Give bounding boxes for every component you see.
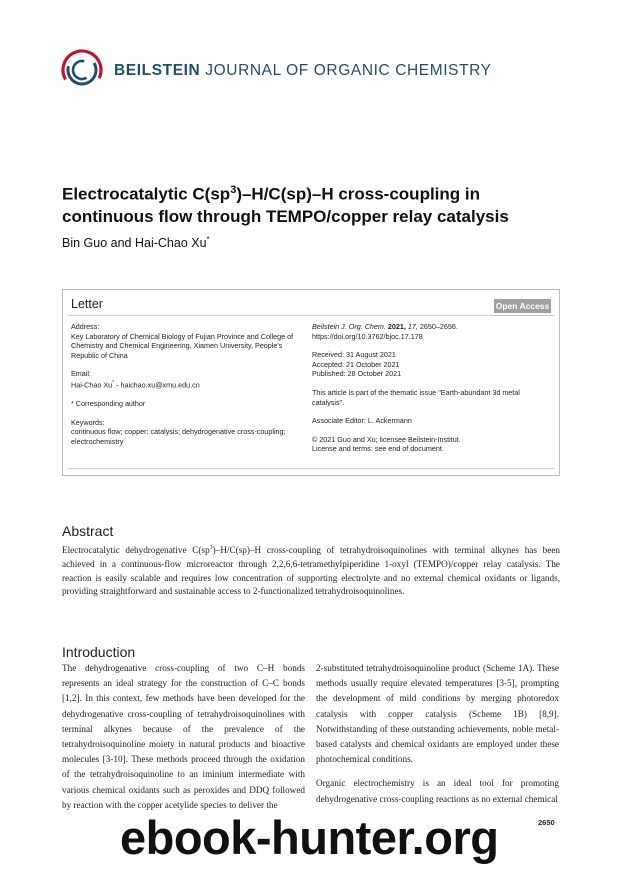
intro-paragraph: 2-substituted tetrahydroisoquinoline product (Scheme 1A). These methods usually require elevated temperatures [3-5], prompting the development of mild conditions by merging photoredox catalysis with copper catalysis (Scheme 1B) [8,9]. Notwithstanding of these outstanding achievements, noble metal-based catalysts and chemical oxidants are employed under these photochemical conditions. (316, 663, 559, 765)
email-author: Hai-Chao Xu (71, 380, 113, 390)
info-box-divider (68, 315, 554, 316)
email-label: Email: (71, 369, 91, 379)
keywords-text: continuous flow; copper; catalysis; dehydrogenative cross-coupling; electrochemistry (71, 427, 286, 446)
citation (312, 322, 552, 332)
keywords-label: Keywords: (71, 417, 105, 427)
intro-paragraph: Organic electrochemistry is an ideal tool for promoting dehydrogenative cross-coupling reactions as no external chemical (316, 778, 559, 804)
intro-column-right (316, 661, 559, 816)
abstract-text (62, 542, 560, 599)
journal-name-rest: JOURNAL OF ORGANIC CHEMISTRY (200, 62, 492, 79)
info-right-column (312, 322, 552, 454)
journal-name-bold: BEILSTEIN (114, 62, 201, 79)
thematic-issue-note: This article is part of the thematic issue "Earth-abundant 3d metal catalysis". (312, 387, 520, 407)
address-label: Address: (71, 322, 100, 331)
license-text: License and terms: see end of document. (312, 444, 444, 454)
journal-name (114, 62, 492, 80)
citation-journal: Beilstein J. Org. Chem. (312, 322, 386, 331)
associate-editor: Associate Editor: L. Ackermann (312, 416, 412, 426)
watermark-text: ebook-hunter.org (120, 811, 499, 864)
email-line[interactable] (71, 379, 296, 390)
corresponding-author-note: * Corresponding author (71, 398, 146, 408)
abstract-superscript: 3 (209, 545, 213, 551)
abstract-heading: Abstract (62, 523, 114, 539)
doi-link[interactable]: https://doi.org/10.3762/bjoc.17.178 (312, 331, 423, 341)
email-mark: * (112, 379, 115, 386)
published-date: Published: 28 October 2021 (312, 369, 402, 379)
accepted-date: Accepted: 21 October 2021 (312, 359, 400, 369)
article-title (62, 179, 562, 228)
received-date: Received: 31 August 2021 (312, 350, 396, 360)
article-type: Letter (71, 297, 103, 311)
authors-text: Bin Guo and Hai-Chao Xu (62, 236, 207, 251)
email-address: - haichao.xu@xmu.edu.cn (114, 380, 200, 390)
intro-column-left (62, 661, 305, 822)
citation-volume: 17, (405, 322, 418, 331)
title-part-2: )–H/C(sp)–H cross-coupling in continuous flow through TEMPO/copper relay catalysis (62, 184, 509, 226)
title-superscript: 3 (230, 184, 237, 196)
abstract-part-1: Electrocatalytic dehydrogenative C(sp (62, 545, 210, 556)
info-box-divider-bottom (68, 468, 554, 469)
abstract-part-2: )–H/C(sp)–H cross-coupling of tetrahydroisoquinolines with terminal alkynes has been achieved in a continuous-flow microreactor through 2,2,6,6-tetramethylpiperidine 1-oxyl (TEMPO)/copper relay catalysis. The reaction is easily scalable and requires low concentration of supporting electrolyte and no external chemical oxidants or ligands, providing straightforward and sustainable access to 2-functionalized tetrahydroisoquinolines. (62, 545, 560, 597)
intro-paragraph: The dehydrogenative cross-coupling of two C–H bonds represents an ideal strategy for the construction of C–C bonds [1,2]. In this context, few methods have been developed for the dehydrogenative cross-coupling of tetrahydroisoquinolines with terminal alkynes because of the prevalence of the tetrahydroisoquinoline moiety in natural products and bioactive molecules [3-10]. These methods proceed through the oxidation of the tetrahydroisoquinoline to an iminium intermediate with various chemical oxidants such as peroxides and DDQ followed by reaction with the copper acetylide species to deliver the (62, 663, 305, 810)
info-left-column (71, 322, 296, 455)
introduction-heading: Introduction (62, 644, 136, 660)
citation-pages: 2650–2656. (417, 322, 458, 331)
page-number: 2650 (538, 818, 555, 827)
corresponding-mark: * (206, 235, 210, 244)
copyright-text: © 2021 Guo and Xu; licensee Beilstein-Institut. (312, 434, 461, 444)
citation-year: 2021, (385, 322, 406, 331)
author-list (62, 235, 210, 250)
journal-logo-icon (60, 48, 104, 92)
title-part-1: Electrocatalytic C(sp (62, 184, 231, 204)
address-text: Key Laboratory of Chemical Biology of Fujian Province and College of Chemistry and Chemical Engineering, Xiamen University, People's Republic of China (71, 331, 294, 360)
open-access-badge: Open Access (495, 301, 550, 311)
